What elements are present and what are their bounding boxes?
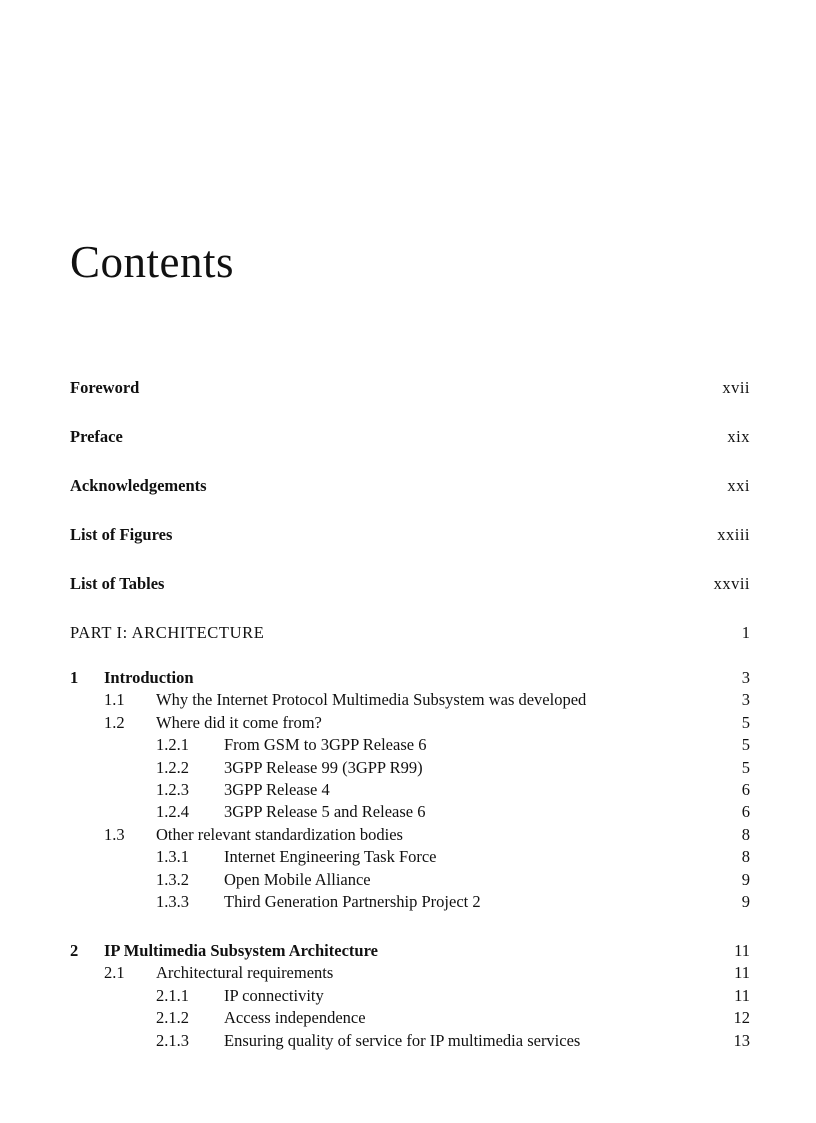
toc-entry-page: 1 (741, 623, 750, 642)
toc-entry-section-1-2-3[interactable] (70, 779, 750, 801)
toc-entry-title: IP connectivity (224, 986, 324, 1005)
toc-entry-acknowledgements[interactable] (70, 475, 750, 497)
toc-entry-section-1-1[interactable] (70, 689, 750, 711)
toc-entry-preface[interactable] (70, 426, 750, 448)
toc-entry-page: 6 (741, 802, 750, 821)
toc-entry-page: 9 (741, 870, 750, 889)
toc-entry-title: From GSM to 3GPP Release 6 (224, 735, 427, 754)
toc-entry-page: xix (727, 427, 750, 446)
toc-entry-section-1-2-2[interactable] (70, 757, 750, 779)
toc-entry-page: xxvii (713, 574, 750, 593)
toc-entry-number: 2 (70, 941, 79, 960)
toc-entry-title: Architectural requirements (156, 963, 334, 982)
toc-entry-page: xxi (727, 476, 750, 495)
toc-entry-number: 1.3 (104, 825, 125, 844)
toc-entry-page: 6 (741, 780, 750, 799)
toc-entry-title: Why the Internet Protocol Multimedia Subsystem was developed (156, 690, 587, 709)
toc-entry-title: Third Generation Partnership Project 2 (224, 892, 481, 911)
toc-entry-title: Introduction (104, 668, 194, 687)
toc-entry-page: xxiii (717, 525, 750, 544)
toc-entry-section-1-3-1[interactable] (70, 846, 750, 868)
toc-entry-page: 8 (741, 825, 750, 844)
toc-entry-page: 5 (741, 713, 750, 732)
toc-entry-number: 1.2.4 (156, 802, 189, 821)
toc-entry-number: 1.3.2 (156, 870, 189, 889)
toc-entry-page: 8 (741, 847, 750, 866)
page-title: Contents (70, 237, 235, 287)
toc-entry-title: Internet Engineering Task Force (224, 847, 437, 866)
toc-entry-title: List of Figures (70, 525, 173, 544)
toc-entry-part-1[interactable] (70, 622, 750, 644)
toc-entry-foreword[interactable] (70, 377, 750, 399)
toc-entry-number: 1.2 (104, 713, 125, 732)
toc-entry-title: Foreword (70, 378, 140, 397)
toc-entry-number: 2.1.1 (156, 986, 189, 1005)
toc-entry-title: Ensuring quality of service for IP multimedia services (224, 1031, 581, 1050)
toc-entry-page: 12 (733, 1008, 750, 1027)
toc-entry-section-1-3[interactable] (70, 824, 750, 846)
toc-entry-section-2-1-2[interactable] (70, 1007, 750, 1029)
toc-entry-chapter-1[interactable] (70, 667, 750, 689)
toc-entry-number: 2.1.2 (156, 1008, 189, 1027)
toc-entry-number: 1.2.1 (156, 735, 189, 754)
toc-entry-title: PART I: ARCHITECTURE (70, 623, 265, 642)
toc-entry-title: Preface (70, 427, 123, 446)
toc-entry-title: Open Mobile Alliance (224, 870, 371, 889)
toc-entry-title: 3GPP Release 5 and Release 6 (224, 802, 426, 821)
toc-entry-section-1-2-1[interactable] (70, 734, 750, 756)
toc-entry-section-1-2-4[interactable] (70, 801, 750, 823)
toc-entry-list-of-tables[interactable] (70, 573, 750, 595)
toc-entry-section-2-1[interactable] (70, 962, 750, 984)
toc-entry-title: IP Multimedia Subsystem Architecture (104, 941, 378, 960)
toc-entry-number: 1.2.2 (156, 758, 189, 777)
toc-entry-page: 3 (741, 690, 750, 709)
toc-entry-section-1-3-3[interactable] (70, 891, 750, 913)
toc-entry-page: 11 (734, 963, 750, 982)
toc-entry-title: 3GPP Release 99 (3GPP R99) (224, 758, 423, 777)
toc-entry-number: 1.3.3 (156, 892, 189, 911)
toc-entry-title: 3GPP Release 4 (224, 780, 330, 799)
toc-entry-page: xvii (722, 378, 750, 397)
toc-entry-page: 3 (741, 668, 750, 687)
toc-entry-number: 1 (70, 668, 79, 687)
toc-entry-number: 1.3.1 (156, 847, 189, 866)
toc-entry-title: Other relevant standardization bodies (156, 825, 403, 844)
toc-entry-section-1-3-2[interactable] (70, 869, 750, 891)
toc-entry-section-2-1-3[interactable] (70, 1030, 750, 1052)
toc-entry-page: 5 (741, 735, 750, 754)
toc-entry-section-1-2[interactable] (70, 712, 750, 734)
toc-entry-number: 2.1.3 (156, 1031, 189, 1050)
toc-entry-title: Access independence (224, 1008, 366, 1027)
toc-entry-page: 11 (734, 941, 750, 960)
toc-entry-number: 2.1 (104, 963, 125, 982)
toc-entry-list-of-figures[interactable] (70, 524, 750, 546)
toc-entry-title: Acknowledgements (70, 476, 207, 495)
toc-entry-chapter-2[interactable] (70, 940, 750, 962)
toc-entry-number: 1.2.3 (156, 780, 189, 799)
toc-entry-page: 11 (734, 986, 750, 1005)
toc-entry-section-2-1-1[interactable] (70, 985, 750, 1007)
toc-entry-title: List of Tables (70, 574, 165, 593)
toc-entry-title: Where did it come from? (156, 713, 322, 732)
toc-entry-page: 13 (733, 1031, 750, 1050)
toc-entry-page: 9 (741, 892, 750, 911)
toc-entry-page: 5 (741, 758, 750, 777)
toc-entry-number: 1.1 (104, 690, 125, 709)
